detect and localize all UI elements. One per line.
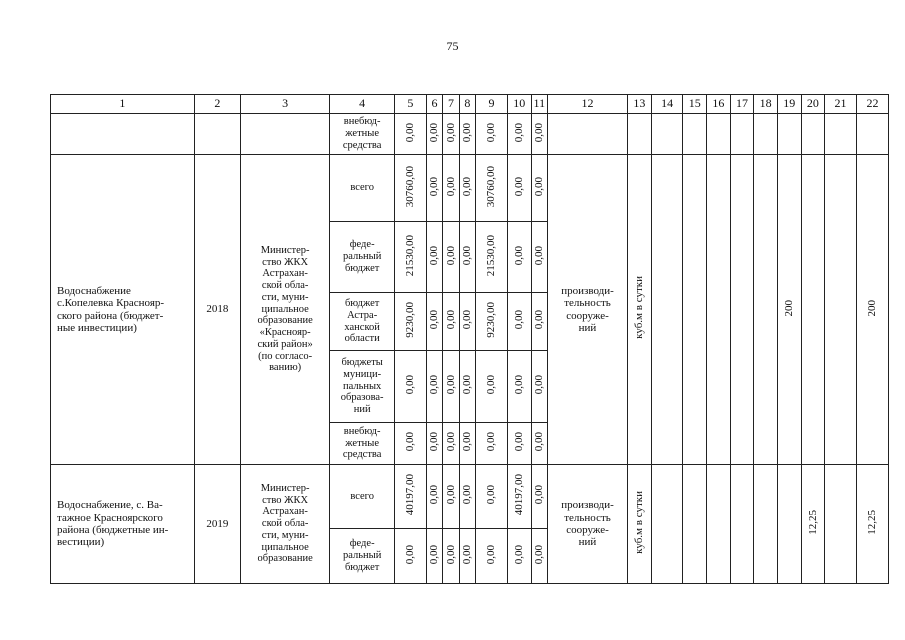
indicator-cell bbox=[547, 114, 627, 155]
indicator-cell: производи- тельность сооруже- ний bbox=[547, 155, 627, 465]
amount-cell bbox=[531, 423, 547, 465]
target-value-cell bbox=[777, 465, 801, 584]
target-value-cell bbox=[777, 155, 801, 465]
amount-cell bbox=[507, 351, 531, 423]
header-row bbox=[51, 95, 889, 114]
header-cell: 15 bbox=[683, 95, 707, 114]
amount-cell-text: 0,00 bbox=[428, 544, 441, 564]
amount-cell-text: 0,00 bbox=[461, 176, 474, 196]
amount-cell-text: 0,00 bbox=[461, 245, 474, 265]
target-value-cell bbox=[707, 114, 731, 155]
target-value-cell bbox=[825, 155, 857, 465]
amount-cell bbox=[426, 529, 442, 584]
amount-cell bbox=[476, 222, 508, 293]
target-value-cell bbox=[856, 465, 888, 584]
amount-cell-text: 0,00 bbox=[513, 245, 526, 265]
amount-cell-text: 0,00 bbox=[533, 375, 546, 395]
header-cell: 16 bbox=[707, 95, 731, 114]
amount-cell bbox=[426, 114, 442, 155]
target-value-cell bbox=[801, 114, 825, 155]
amount-cell-text: 0,00 bbox=[533, 122, 546, 142]
amount-cell bbox=[443, 351, 459, 423]
amount-cell bbox=[476, 423, 508, 465]
amount-cell bbox=[531, 293, 547, 351]
funding-source-cell: феде- ральный бюджет bbox=[330, 529, 395, 584]
target-value-cell bbox=[730, 155, 754, 465]
amount-cell-text: 0,00 bbox=[533, 485, 546, 505]
amount-cell-text: 0,00 bbox=[513, 176, 526, 196]
header-cell: 6 bbox=[426, 95, 442, 114]
amount-cell bbox=[459, 222, 475, 293]
amount-cell bbox=[395, 155, 427, 222]
target-value-cell bbox=[651, 155, 683, 465]
amount-cell bbox=[426, 465, 442, 529]
amount-cell bbox=[395, 114, 427, 155]
amount-cell-text: 0,00 bbox=[461, 310, 474, 330]
amount-cell-text: 0,00 bbox=[444, 544, 457, 564]
header-cell: 3 bbox=[240, 95, 329, 114]
amount-cell bbox=[443, 155, 459, 222]
amount-cell bbox=[395, 222, 427, 293]
header-cell: 4 bbox=[330, 95, 395, 114]
funding-source-cell: бюджет Астра- ханской области bbox=[330, 293, 395, 351]
amount-cell bbox=[476, 114, 508, 155]
financing-table bbox=[50, 94, 889, 584]
amount-cell bbox=[531, 351, 547, 423]
amount-cell bbox=[476, 293, 508, 351]
amount-cell bbox=[395, 529, 427, 584]
funding-source-cell: внебюд- жетные средства bbox=[330, 423, 395, 465]
amount-cell bbox=[507, 529, 531, 584]
header-cell: 11 bbox=[531, 95, 547, 114]
target-value-cell bbox=[825, 465, 857, 584]
target-value-cell bbox=[730, 465, 754, 584]
executor-cell: Министер- ство ЖКХ Астрахан- ской обла- сти, муни- ципальное образование «Краснояр- ский район» (по согласо- ванию) bbox=[240, 155, 329, 465]
amount-cell-text: 21530,00 bbox=[485, 234, 498, 276]
amount-cell bbox=[476, 529, 508, 584]
target-value-cell bbox=[730, 114, 754, 155]
amount-cell-text: 0,00 bbox=[533, 176, 546, 196]
amount-cell-text: 0,00 bbox=[444, 485, 457, 505]
amount-cell bbox=[459, 423, 475, 465]
amount-cell-text: 30760,00 bbox=[404, 165, 417, 207]
header-cell: 18 bbox=[754, 95, 778, 114]
target-value-cell bbox=[754, 114, 778, 155]
amount-cell-text: 0,00 bbox=[485, 375, 498, 395]
amount-cell-text: 0,00 bbox=[444, 375, 457, 395]
amount-cell-text: 0,00 bbox=[461, 122, 474, 142]
amount-cell-text: 0,00 bbox=[428, 310, 441, 330]
amount-cell bbox=[531, 529, 547, 584]
amount-cell-text: 0,00 bbox=[461, 544, 474, 564]
funding-source-cell: всего bbox=[330, 155, 395, 222]
amount-cell-text: 0,00 bbox=[428, 375, 441, 395]
header-cell: 13 bbox=[628, 95, 652, 114]
amount-cell-text: 21530,00 bbox=[404, 234, 417, 276]
executor-cell bbox=[240, 114, 329, 155]
table-row bbox=[51, 114, 889, 155]
amount-cell-text: 0,00 bbox=[428, 122, 441, 142]
table-row bbox=[51, 155, 889, 222]
amount-cell-text: 0,00 bbox=[404, 432, 417, 452]
amount-cell-text: 0,00 bbox=[428, 432, 441, 452]
amount-cell-text: 0,00 bbox=[533, 310, 546, 330]
unit-cell-text: куб.м в сутки bbox=[633, 276, 646, 340]
amount-cell-text: 9230,00 bbox=[485, 301, 498, 338]
amount-cell-text: 0,00 bbox=[533, 432, 546, 452]
amount-cell bbox=[476, 351, 508, 423]
year-cell: 2019 bbox=[194, 465, 240, 584]
indicator-cell: производи- тельность сооруже- ний bbox=[547, 465, 627, 584]
amount-cell-text: 0,00 bbox=[485, 485, 498, 505]
amount-cell bbox=[426, 423, 442, 465]
unit-cell bbox=[628, 114, 652, 155]
object-name-cell bbox=[51, 114, 195, 155]
amount-cell-text: 40197,00 bbox=[404, 474, 417, 516]
target-value-cell bbox=[683, 155, 707, 465]
header-cell: 12 bbox=[547, 95, 627, 114]
amount-cell-text: 0,00 bbox=[513, 122, 526, 142]
amount-cell-text: 0,00 bbox=[428, 485, 441, 505]
amount-cell-text: 9230,00 bbox=[404, 301, 417, 338]
amount-cell-text: 0,00 bbox=[485, 122, 498, 142]
header-cell: 2 bbox=[194, 95, 240, 114]
amount-cell bbox=[459, 465, 475, 529]
table-body bbox=[51, 114, 889, 584]
amount-cell bbox=[395, 423, 427, 465]
target-value-cell bbox=[825, 114, 857, 155]
target-value-cell-text: 12,25 bbox=[806, 509, 819, 535]
unit-cell bbox=[628, 155, 652, 465]
amount-cell-text: 0,00 bbox=[444, 310, 457, 330]
target-value-cell bbox=[651, 114, 683, 155]
amount-cell bbox=[459, 114, 475, 155]
target-value-cell bbox=[707, 155, 731, 465]
header-cell: 22 bbox=[856, 95, 888, 114]
amount-cell bbox=[507, 222, 531, 293]
amount-cell bbox=[531, 465, 547, 529]
header-cell: 14 bbox=[651, 95, 683, 114]
amount-cell-text: 0,00 bbox=[513, 544, 526, 564]
amount-cell bbox=[443, 293, 459, 351]
target-value-cell bbox=[856, 155, 888, 465]
amount-cell bbox=[426, 351, 442, 423]
header-cell: 19 bbox=[777, 95, 801, 114]
target-value-cell bbox=[777, 114, 801, 155]
amount-cell bbox=[476, 465, 508, 529]
amount-cell-text: 0,00 bbox=[444, 245, 457, 265]
amount-cell-text: 0,00 bbox=[485, 432, 498, 452]
executor-cell: Министер- ство ЖКХ Астрахан- ской обла- сти, муни- ципальное образование bbox=[240, 465, 329, 584]
target-value-cell bbox=[856, 114, 888, 155]
object-name-cell: Водоснабжение, с. Ва- тажное Красноярского района (бюджетные ин- вестиции) bbox=[51, 465, 195, 584]
amount-cell bbox=[443, 222, 459, 293]
amount-cell bbox=[507, 114, 531, 155]
funding-source-cell: феде- ральный бюджет bbox=[330, 222, 395, 293]
amount-cell-text: 0,00 bbox=[513, 310, 526, 330]
header-cell: 1 bbox=[51, 95, 195, 114]
header-cell: 10 bbox=[507, 95, 531, 114]
header-cell: 7 bbox=[443, 95, 459, 114]
target-value-cell bbox=[651, 465, 683, 584]
amount-cell-text: 0,00 bbox=[485, 544, 498, 564]
header-cell: 8 bbox=[459, 95, 475, 114]
amount-cell bbox=[531, 222, 547, 293]
table-row bbox=[51, 465, 889, 529]
page-number: 75 bbox=[446, 39, 459, 53]
amount-cell bbox=[395, 351, 427, 423]
amount-cell-text: 0,00 bbox=[461, 485, 474, 505]
year-cell bbox=[194, 114, 240, 155]
header-cell: 20 bbox=[801, 95, 825, 114]
amount-cell bbox=[507, 293, 531, 351]
amount-cell bbox=[507, 423, 531, 465]
header-cell: 5 bbox=[395, 95, 427, 114]
funding-source-cell: бюджеты муници- пальных образова- ний bbox=[330, 351, 395, 423]
amount-cell-text: 0,00 bbox=[444, 122, 457, 142]
amount-cell-text: 0,00 bbox=[404, 544, 417, 564]
header-cell: 17 bbox=[730, 95, 754, 114]
amount-cell bbox=[395, 465, 427, 529]
funding-source-cell: внебюд- жетные средства bbox=[330, 114, 395, 155]
amount-cell bbox=[443, 529, 459, 584]
target-value-cell bbox=[683, 114, 707, 155]
amount-cell-text: 30760,00 bbox=[485, 165, 498, 207]
amount-cell-text: 0,00 bbox=[428, 245, 441, 265]
target-value-cell bbox=[683, 465, 707, 584]
amount-cell-text: 40197,00 bbox=[513, 474, 526, 516]
target-value-cell-text: 200 bbox=[866, 299, 879, 317]
amount-cell bbox=[531, 114, 547, 155]
amount-cell bbox=[426, 293, 442, 351]
unit-cell-text: куб.м в сутки bbox=[633, 490, 646, 554]
header-cell: 21 bbox=[825, 95, 857, 114]
target-value-cell bbox=[707, 465, 731, 584]
amount-cell bbox=[459, 293, 475, 351]
amount-cell-text: 0,00 bbox=[533, 544, 546, 564]
header-cell: 9 bbox=[476, 95, 508, 114]
amount-cell bbox=[443, 465, 459, 529]
amount-cell-text: 0,00 bbox=[461, 432, 474, 452]
amount-cell-text: 0,00 bbox=[444, 176, 457, 196]
amount-cell bbox=[426, 155, 442, 222]
unit-cell bbox=[628, 465, 652, 584]
target-value-cell-text: 12,25 bbox=[866, 509, 879, 535]
amount-cell bbox=[507, 465, 531, 529]
amount-cell bbox=[443, 423, 459, 465]
object-name-cell: Водоснабжение с.Копелевка Краснояр- ского района (бюджет- ные инвестиции) bbox=[51, 155, 195, 465]
amount-cell-text: 0,00 bbox=[404, 122, 417, 142]
amount-cell-text: 0,00 bbox=[444, 432, 457, 452]
amount-cell-text: 0,00 bbox=[404, 375, 417, 395]
funding-source-cell: всего bbox=[330, 465, 395, 529]
target-value-cell bbox=[754, 155, 778, 465]
amount-cell bbox=[426, 222, 442, 293]
amount-cell bbox=[459, 529, 475, 584]
amount-cell bbox=[459, 351, 475, 423]
amount-cell-text: 0,00 bbox=[461, 375, 474, 395]
target-value-cell bbox=[754, 465, 778, 584]
amount-cell bbox=[459, 155, 475, 222]
year-cell: 2018 bbox=[194, 155, 240, 465]
amount-cell-text: 0,00 bbox=[513, 432, 526, 452]
target-value-cell bbox=[801, 465, 825, 584]
amount-cell bbox=[476, 155, 508, 222]
amount-cell bbox=[507, 155, 531, 222]
amount-cell-text: 0,00 bbox=[428, 176, 441, 196]
amount-cell bbox=[395, 293, 427, 351]
amount-cell-text: 0,00 bbox=[513, 375, 526, 395]
target-value-cell bbox=[801, 155, 825, 465]
target-value-cell-text: 200 bbox=[783, 299, 796, 317]
amount-cell bbox=[443, 114, 459, 155]
amount-cell bbox=[531, 155, 547, 222]
amount-cell-text: 0,00 bbox=[533, 245, 546, 265]
